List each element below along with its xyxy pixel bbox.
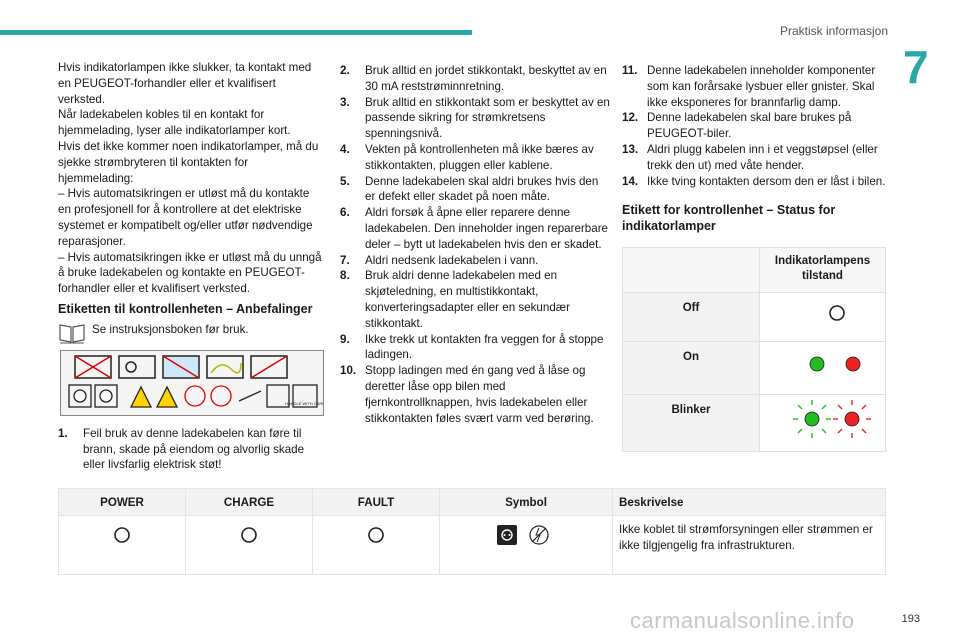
list-item	[340, 174, 610, 206]
item-number: 10.	[340, 364, 357, 378]
indicator-status-table	[622, 247, 886, 452]
list-item	[622, 63, 888, 110]
charge-lamp-off-icon	[239, 517, 259, 547]
warning-pictograms	[61, 351, 323, 415]
item-number: 13.	[622, 142, 639, 156]
open-book-icon	[58, 322, 86, 344]
paragraph: – Hvis automatsikringen er utløst må du kontakte en profesjonell for å kontrollere at det elektriske systemet er kompatibelt og/eller utfør nødvendige reparasjoner.	[58, 187, 313, 248]
item-number: 8.	[340, 269, 350, 283]
column-header-description: Beskrivelse	[613, 489, 886, 516]
row-label-off: Off	[623, 292, 760, 341]
lamp-off-icon	[773, 293, 873, 333]
table-header-empty	[623, 247, 760, 292]
table-row	[59, 516, 886, 575]
control-unit-label-image	[60, 350, 324, 416]
item-number: 12.	[622, 111, 639, 125]
fault-lamp-off-icon	[366, 517, 386, 547]
item-number: 11.	[622, 64, 638, 77]
list-item	[340, 253, 610, 269]
row-label-blinking: Blinker	[623, 394, 760, 451]
status-description-table	[58, 488, 886, 575]
note	[58, 322, 322, 344]
header-accent-bar	[0, 30, 472, 35]
page-number: 193	[901, 613, 920, 625]
paragraph: Hvis indikatorlampen ikke slukker, ta kontakt med en PEUGEOT-forhandler eller et kvalifisert verksted.	[58, 61, 312, 106]
column-1	[58, 60, 322, 473]
list-item	[340, 142, 610, 174]
list-item	[340, 332, 610, 364]
item-text: Ikke tving kontakten dersom den er låst i bilen.	[647, 174, 886, 188]
item-text: Feil bruk av denne ladekabelen kan føre til brann, skade på eiendom og alvorlig skade eller livsfarlig elektrisk støt!	[83, 426, 305, 472]
note-text: Se instruksjonsboken før bruk.	[92, 322, 249, 336]
item-number: 6.	[340, 206, 350, 220]
list-item	[622, 110, 888, 142]
section-heading: Etiketten til kontrollenheten – Anbefalinger	[58, 301, 313, 316]
item-number: 2.	[340, 64, 350, 77]
column-header-fault: FAULT	[313, 489, 440, 516]
list-item	[340, 63, 610, 95]
table-header: Indikatorlampens tilstand	[760, 247, 886, 292]
paragraph: Når ladekabelen kobles til en kontakt for hjemmelading, lyser alle indikatorlamper kort.	[58, 108, 291, 138]
power-lamp-off-icon	[112, 517, 132, 547]
numbered-list	[340, 63, 610, 426]
item-number: 14.	[622, 174, 639, 188]
item-number: 5.	[340, 174, 350, 188]
item-text: Vekten på kontrollenheten må ikke bæres av stikkontakten, pluggen eller kablene.	[365, 142, 594, 172]
column-header-power: POWER	[59, 489, 186, 516]
item-text: Aldri nedsenk ladekabelen i vann.	[365, 253, 539, 267]
lamp-blinking-icon	[768, 395, 878, 443]
description-text: Ikke koblet til strømforsyningen eller strømmen er ikke tilgjengelig fra infrastrukturen.	[613, 516, 886, 575]
item-text: Aldri plugg kabelen inn i et veggstøpsel (eller trekk den ut) med våte hender.	[647, 142, 878, 172]
list-item	[622, 174, 888, 190]
paragraph: Hvis det ikke kommer noen indikatorlamper, må du sjekke strømbryteren til kontakten for hjemmelading:	[58, 139, 319, 185]
item-text: Denne ladekabelen inneholder komponenter som kan forårsake lysbuer eller gnister. Skal ikke eksponeres for brannfarlig damp.	[647, 64, 876, 109]
list-item	[58, 426, 322, 473]
list-item	[340, 363, 610, 426]
item-text: Aldri forsøk å åpne eller reparere denne ladekabelen. Den inneholder ingen reparerbare deler – bytt ut ladekabelen hvis den er skadet.	[365, 206, 608, 251]
section-heading: Etikett for kontrollenhet – Status for indikatorlamper	[622, 203, 836, 234]
column-header-charge: CHARGE	[186, 489, 313, 516]
item-number: 7.	[340, 253, 350, 267]
section-title: Praktisk informasjon	[779, 24, 888, 38]
column-2	[340, 63, 610, 426]
label-badge-text: HANDLE WITH CARE	[285, 400, 323, 406]
socket-no-power-icon	[491, 517, 561, 553]
item-text: Denne ladekabelen skal aldri brukes hvis den er defekt eller skadet på noen måte.	[365, 174, 599, 204]
row-label-on: On	[623, 341, 760, 394]
item-number: 1.	[58, 426, 68, 440]
column-header-symbol: Symbol	[440, 489, 613, 516]
lamp-on-icon	[773, 342, 873, 386]
item-text: Bruk alltid en jordet stikkontakt, beskyttet av en 30 mA reststrøminnretning.	[365, 64, 607, 93]
item-text: Denne ladekabelen skal bare brukes på PEUGEOT-biler.	[647, 111, 852, 141]
numbered-list	[622, 63, 888, 189]
item-number: 9.	[340, 332, 350, 346]
list-item	[622, 142, 888, 174]
list-item	[340, 205, 610, 252]
item-text: Bruk aldri denne ladekabelen med en skjøteledning, en multistikkontakt, konverteringsadapter eller en sekundær stikkontakt.	[365, 269, 570, 330]
item-text: Ikke trekk ut kontakten fra veggen for å stoppe ladingen.	[365, 332, 604, 362]
paragraph: – Hvis automatsikringen ikke er utløst må du unngå å bruke ladekabelen og kontakte en PEUGEOT-forhandler eller et kvalifisert verksted.	[58, 250, 322, 296]
column-3	[622, 63, 888, 452]
item-number: 3.	[340, 95, 350, 109]
list-item	[340, 95, 610, 142]
watermark: carmanualsonline.info	[630, 608, 855, 633]
item-text: Stopp ladingen med én gang ved å låse og deretter låse opp bilen med fjernkontrollknappen, hvis ladekabelen eller stikkontakten føles svært varm ved berøring.	[365, 364, 594, 425]
list-item	[340, 268, 610, 331]
item-text: Bruk alltid en stikkontakt som er beskyttet av en passende sikring for strømkretsens spenningsnivå.	[365, 95, 610, 141]
chapter-number: 7	[903, 41, 929, 93]
item-number: 4.	[340, 142, 350, 156]
